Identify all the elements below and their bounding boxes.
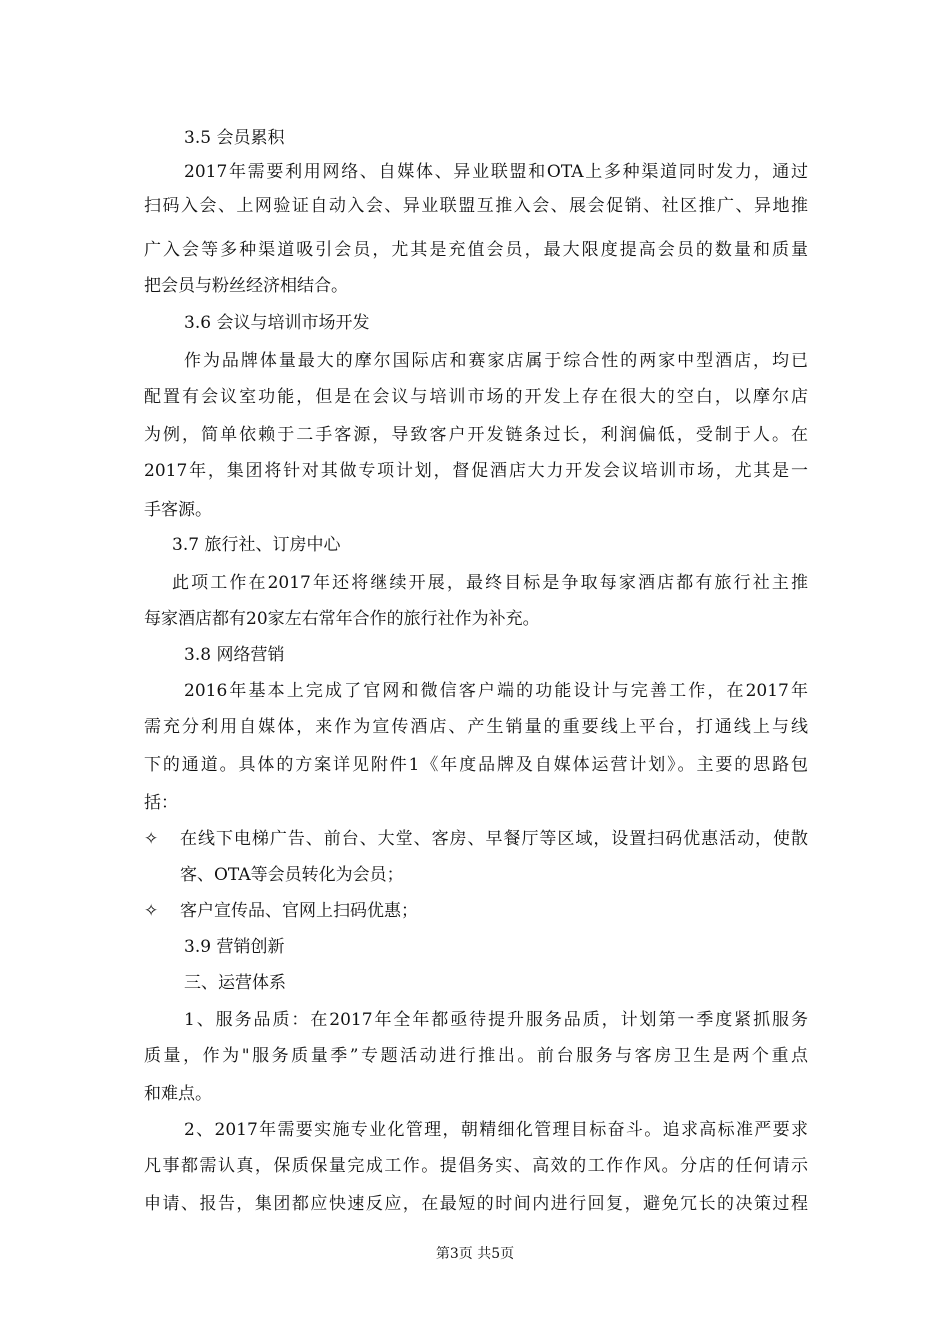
paragraph-line: 为例，简单依赖于二手客源，导致客户开发链条过长，利润偏低，受制于人。在 — [144, 425, 808, 445]
bullet-icon: ✧ — [144, 901, 159, 921]
section-heading-3-6: 3.6 会议与培训市场开发 — [184, 313, 370, 333]
paragraph-line: 申请、报告，集团都应快速反应，在最短的时间内进行回复，避免冗长的决策过程 — [144, 1194, 808, 1214]
paragraph-line: 此项工作在2017年还将继续开展，最终目标是争取每家酒店都有旅行社主推 — [172, 573, 808, 593]
paragraph-line: 作为品牌体量最大的摩尔国际店和赛家店属于综合性的两家中型酒店，均已 — [184, 351, 808, 371]
paragraph-line: 每家酒店都有20家左右常年合作的旅行社作为补充。 — [144, 609, 540, 629]
part-heading-ops: 三、运营体系 — [184, 973, 286, 993]
page-number-footer: 第3页 共5页 — [435, 1246, 515, 1262]
paragraph-line: 需充分利用自媒体，来作为宣传酒店、产生销量的重要线上平台，打通线上与线 — [144, 717, 808, 737]
paragraph-line: 1、服务品质：在2017年全年都亟待提升服务品质，计划第一季度紧抓服务 — [184, 1010, 808, 1030]
section-heading-3-9: 3.9 营销创新 — [184, 937, 285, 957]
paragraph-line: 括： — [144, 793, 178, 813]
paragraph-line: 凡事都需认真，保质保量完成工作。提倡务实、高效的工作作风。分店的任何请示 — [144, 1156, 808, 1176]
paragraph-line: 手客源。 — [144, 500, 212, 520]
section-heading-3-7: 3.7 旅行社、订房中心 — [172, 535, 341, 555]
paragraph-line: 广入会等多种渠道吸引会员，尤其是充值会员，最大限度提高会员的数量和质量 — [144, 240, 808, 260]
paragraph-line: 2017年需要利用网络、自媒体、异业联盟和OTA上多种渠道同时发力，通过 — [184, 162, 808, 182]
paragraph-line: 质量，作为"服务质量季”专题活动进行推出。前台服务与客房卫生是两个重点 — [144, 1046, 808, 1066]
paragraph-line: 2、2017年需要实施专业化管理，朝精细化管理目标奋斗。追求高标准严要求 — [184, 1120, 808, 1140]
paragraph-line: 把会员与粉丝经济相结合。 — [144, 276, 348, 296]
bullet-line: 客、OTA等会员转化为会员； — [180, 865, 404, 885]
bullet-line: 在线下电梯广告、前台、大堂、客房、早餐厅等区域，设置扫码优惠活动，使散 — [180, 829, 808, 849]
bullet-icon: ✧ — [144, 829, 159, 849]
bullet-line: 客户宣传品、官网上扫码优惠； — [180, 901, 418, 921]
paragraph-line: 2016年基本上完成了官网和微信客户端的功能设计与完善工作，在2017年 — [184, 681, 808, 701]
paragraph-line: 和难点。 — [144, 1084, 212, 1104]
paragraph-line: 下的通道。具体的方案详见附件1《年度品牌及自媒体运营计划》。主要的思路包 — [144, 755, 808, 775]
paragraph-line: 配置有会议室功能，但是在会议与培训市场的开发上存在很大的空白，以摩尔店 — [144, 387, 808, 407]
section-heading-3-8: 3.8 网络营销 — [184, 645, 285, 665]
section-heading-3-5: 3.5 会员累积 — [184, 128, 285, 148]
paragraph-line: 扫码入会、上网验证自动入会、异业联盟互推入会、展会促销、社区推广、异地推 — [144, 196, 808, 216]
paragraph-line: 2017年，集团将针对其做专项计划，督促酒店大力开发会议培训市场，尤其是一 — [144, 461, 808, 481]
